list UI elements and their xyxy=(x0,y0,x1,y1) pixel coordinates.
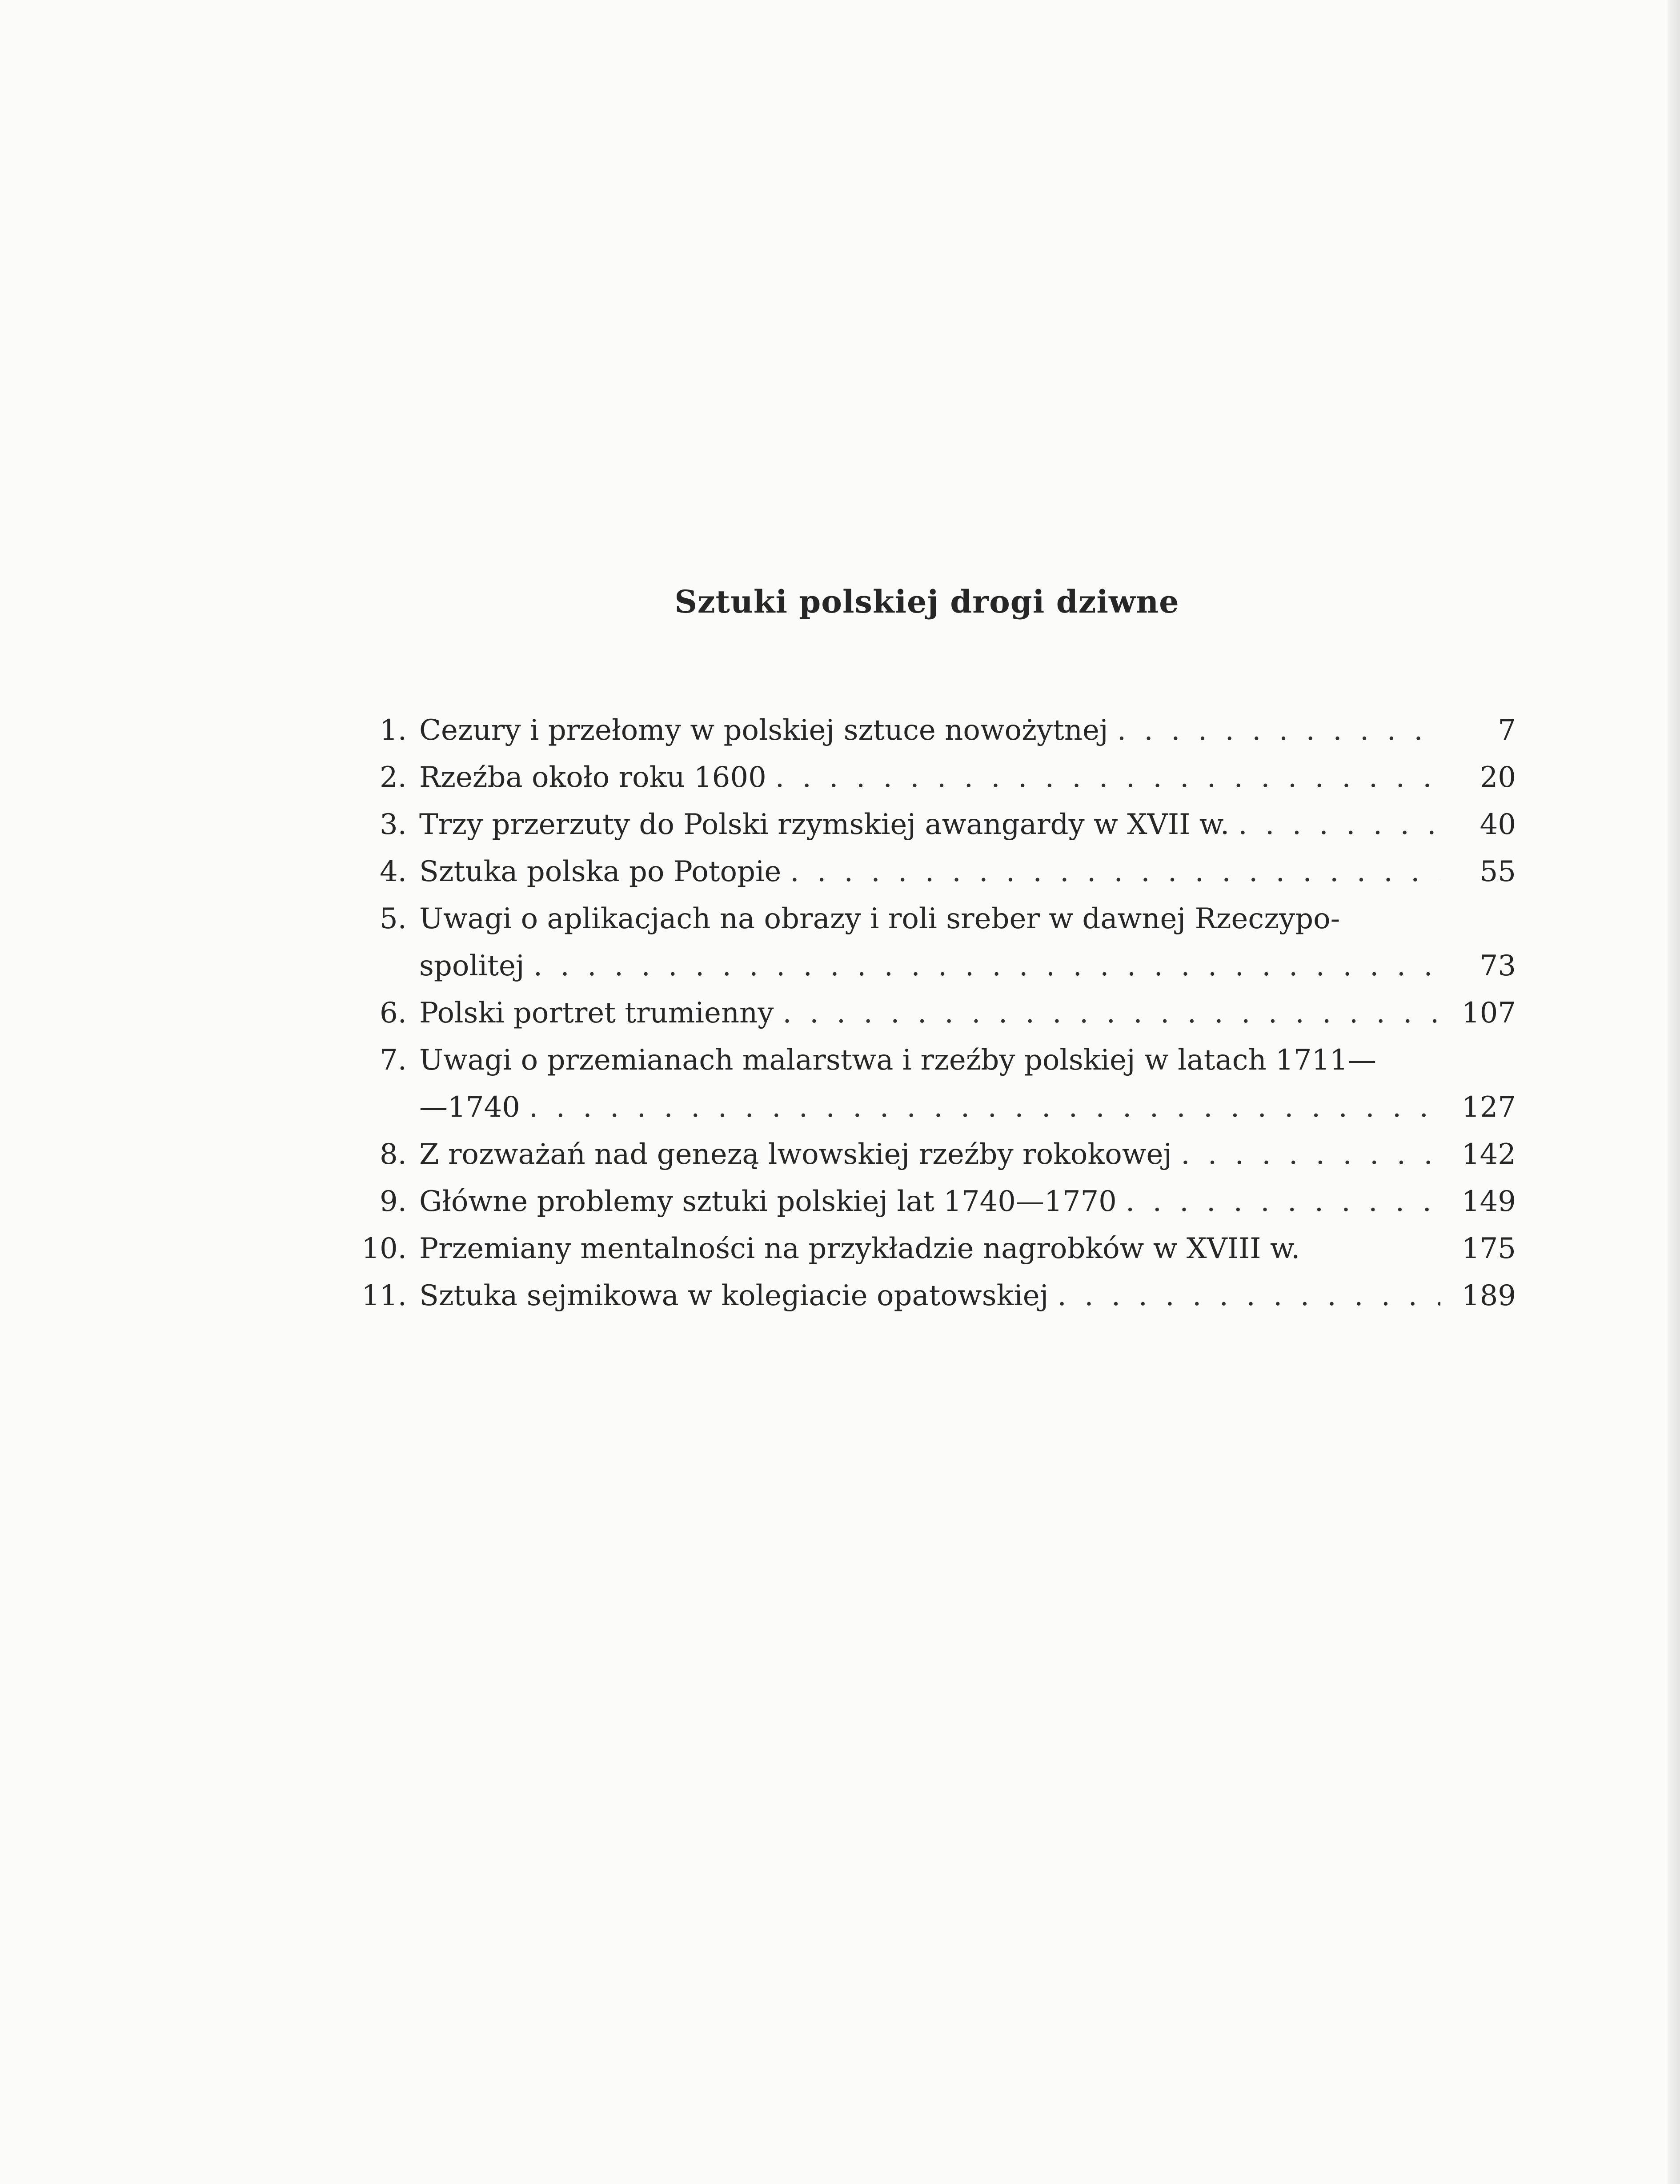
toc-entry[interactable] xyxy=(329,895,1516,990)
dot-leader xyxy=(775,754,1440,801)
toc-entry-page: 142 xyxy=(1461,1138,1516,1171)
toc-entry-title: Rzeźba około roku 1600 xyxy=(419,761,766,794)
dot-leader xyxy=(1181,1131,1440,1178)
toc-entry-title: Sztuka sejmikowa w kolegiacie opatowskiej xyxy=(419,1279,1049,1312)
toc-entry-title: Główne problemy sztuki polskiej lat 1740—1770 xyxy=(419,1185,1117,1218)
toc-entry[interactable] xyxy=(329,1272,1516,1319)
toc-entry-number: 7. xyxy=(379,1044,407,1077)
toc-entry[interactable] xyxy=(329,754,1516,801)
dot-leader xyxy=(533,942,1440,990)
page-edge xyxy=(1668,0,1680,2184)
toc-entry-page: 107 xyxy=(1461,997,1516,1030)
toc-entry-number: 10. xyxy=(361,1232,407,1265)
toc-entry-page: 189 xyxy=(1461,1279,1516,1312)
dot-leader xyxy=(782,990,1440,1037)
dot-leader xyxy=(790,848,1440,895)
toc-entry-title: Przemiany mentalności na przykładzie nagrobków w XVIII w. xyxy=(419,1232,1300,1265)
toc-entry[interactable] xyxy=(329,1225,1516,1272)
toc-entry[interactable] xyxy=(329,990,1516,1037)
toc-entry[interactable] xyxy=(329,801,1516,848)
toc-entry-number: 4. xyxy=(379,855,407,888)
toc-entry-number: 1. xyxy=(379,714,407,747)
toc-entry-number: 9. xyxy=(379,1185,407,1218)
toc-entry-page: 149 xyxy=(1461,1185,1516,1218)
toc-entry-number: 11. xyxy=(361,1279,407,1312)
dot-leader xyxy=(1058,1272,1441,1319)
toc-entry-page: 127 xyxy=(1461,1091,1516,1124)
toc-entry-title: Uwagi o przemianach malarstwa i rzeźby polskiej w latach 1711— xyxy=(419,1044,1376,1077)
toc-entry[interactable] xyxy=(329,848,1516,895)
toc-entry-page: 20 xyxy=(1480,761,1516,794)
toc-entry-title-continuation: —1740 xyxy=(419,1091,520,1124)
toc-entry-page: 7 xyxy=(1498,714,1516,747)
toc-entry[interactable] xyxy=(329,1037,1516,1131)
toc-entry-title-continuation: spolitej xyxy=(419,950,525,982)
toc-entry[interactable] xyxy=(329,1131,1516,1178)
dot-leader xyxy=(1238,801,1440,848)
page-title: Sztuki polskiej drogi dziwne xyxy=(674,583,1179,620)
toc-entry-title: Polski portret trumienny xyxy=(419,997,774,1030)
toc-entry-number: 2. xyxy=(379,761,407,794)
table-of-contents xyxy=(329,707,1516,1319)
toc-entry-page: 175 xyxy=(1461,1232,1516,1265)
dot-leader xyxy=(1117,707,1440,754)
toc-entry-title: Uwagi o aplikacjach na obrazy i roli sreber w dawnej Rzeczypo- xyxy=(419,902,1340,935)
toc-entry-title: Sztuka polska po Potopie xyxy=(419,855,782,888)
toc-entry[interactable] xyxy=(329,707,1516,754)
toc-entry-title: Z rozważań nad genezą lwowskiej rzeźby rokokowej xyxy=(419,1138,1172,1171)
toc-entry-page: 73 xyxy=(1480,950,1516,982)
toc-entry-number: 6. xyxy=(379,997,407,1030)
dot-leader xyxy=(1126,1178,1440,1225)
toc-entry-page: 40 xyxy=(1480,808,1516,841)
toc-entry[interactable] xyxy=(329,1178,1516,1225)
toc-entry-number: 3. xyxy=(379,808,407,841)
toc-entry-title: Cezury i przełomy w polskiej sztuce nowożytnej xyxy=(419,714,1108,747)
toc-entry-page: 55 xyxy=(1480,855,1516,888)
toc-entry-number: 8. xyxy=(379,1138,407,1171)
dot-leader xyxy=(529,1084,1440,1131)
toc-entry-title: Trzy przerzuty do Polski rzymskiej awangardy w XVII w. xyxy=(419,808,1230,841)
toc-entry-number: 5. xyxy=(379,902,407,935)
